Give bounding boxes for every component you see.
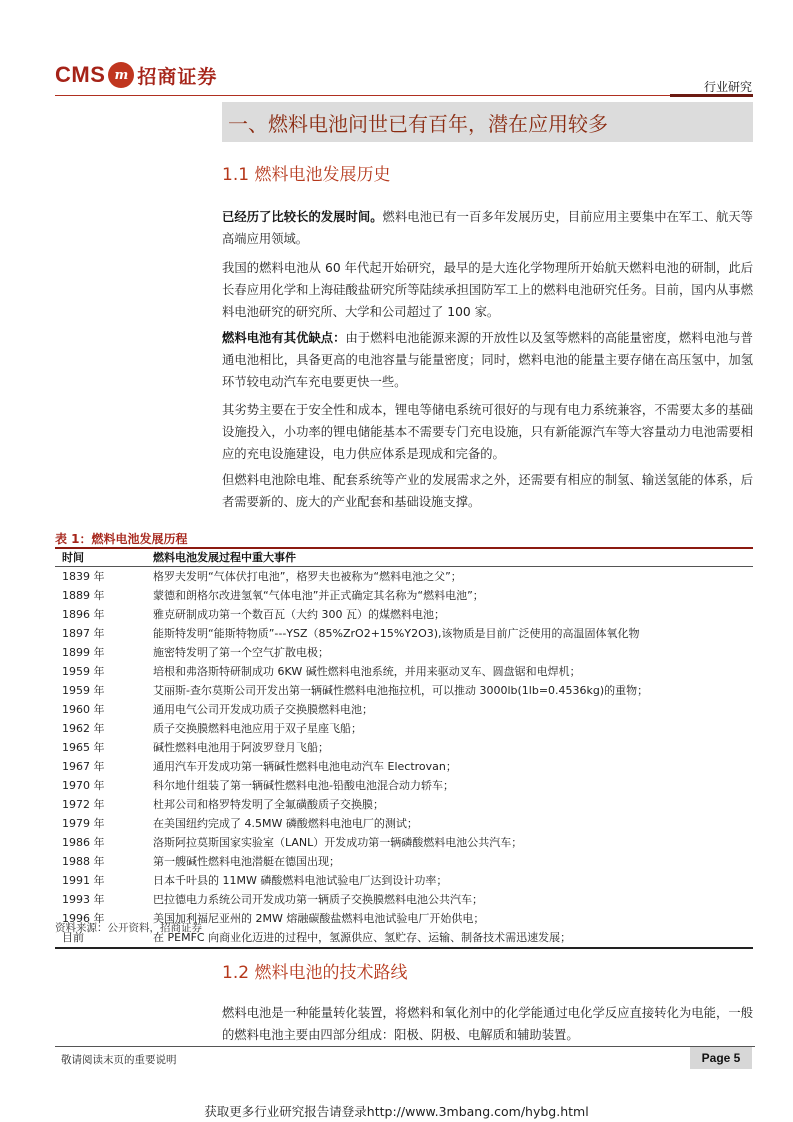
table-caption: 表 1：燃料电池发展历程 [55, 532, 188, 546]
paragraph-1-text: 燃料电池已有一百多年发展历史，目前应用主要集中在军工、航天等高端应用领域。 [222, 210, 753, 246]
paragraph-1-lead: 已经历了比较长的发展时间。 [222, 210, 383, 224]
paragraph-1 [222, 206, 753, 250]
table-cell-event: 质子交换膜燃料电池应用于双子星座飞船； [153, 722, 362, 735]
table-cell-time: 1962 年 [62, 722, 105, 735]
table-cell-event: 美国加利福尼亚州的 2MW 熔融碳酸盐燃料电池试验电厂开始供电； [153, 912, 485, 925]
table-cell-event: 雅克研制成功第一个数百瓦（大约 300 瓦）的煤燃料电池； [153, 608, 445, 621]
table-cell-time: 1988 年 [62, 855, 105, 868]
table-bottom-rule [55, 947, 753, 949]
paragraph-2: 我国的燃料电池从 60 年代起开始研究，最早的是大连化学物理所开始航天燃料电池的研制，此后长春应用化学和上海硅酸盐研究所等陆续承担国防军工上的燃料电池研究任务。目前，国内从事燃料电池研究的研究所、大学和公司超过了 100 家。 [222, 261, 753, 319]
table-cell-time: 1960 年 [62, 703, 105, 716]
table-cell-event: 蒙德和朗格尔改进氢氧“气体电池”并正式确定其名称为“燃料电池”； [153, 589, 484, 602]
table-cell-event: 格罗夫发明“气体伏打电池”，格罗夫也被称为“燃料电池之父”； [153, 570, 462, 583]
table-header-event: 燃料电池发展过程中重大事件 [153, 551, 296, 564]
table-header-row [55, 549, 753, 566]
section-title: 一、燃料电池问世已有百年，潜在应用较多 [222, 102, 753, 142]
table-cell-event: 培根和弗洛斯特研制成功 6KW 碱性燃料电池系统，并用来驱动叉车、圆盘锯和电焊机； [153, 665, 581, 678]
table-cell-event: 艾丽斯-查尔莫斯公司开发出第一辆碱性燃料电池拖拉机，可以推动 3000lb(1lb=0.4536kg)的重物； [153, 684, 649, 697]
table-cell-time: 1993 年 [62, 893, 105, 906]
table-row [55, 738, 753, 757]
table-row [55, 719, 753, 738]
table-cell-time: 1967 年 [62, 760, 105, 773]
paragraph-6: 燃料电池是一种能量转化装置，将燃料和氧化剂中的化学能通过电化学反应直接转化为电能，一般的燃料电池主要由四部分组成：阳极、阴极、电解质和辅助装置。 [222, 1006, 753, 1042]
table-row [55, 776, 753, 795]
table-row [55, 681, 753, 700]
paragraph-3-lead: 燃料电池有其优缺点： [222, 331, 346, 345]
table-cell-event: 通用电气公司开发成功质子交换膜燃料电池； [153, 703, 373, 716]
table-cell-time: 1899 年 [62, 646, 105, 659]
table-cell-event: 杜邦公司和格罗特发明了全氟磺酸质子交换膜； [153, 798, 384, 811]
table-row [55, 624, 753, 643]
table-cell-event: 在美国纽约完成了 4.5MW 磷酸燃料电池电厂的测试； [153, 817, 418, 830]
table-row [55, 871, 753, 890]
table-cell-time: 1986 年 [62, 836, 105, 849]
table-row [55, 662, 753, 681]
report-type-label: 行业研究 [703, 80, 752, 94]
table-cell-time: 1889 年 [62, 589, 105, 602]
table-row [55, 833, 753, 852]
table-cell-time: 1970 年 [62, 779, 105, 792]
table-cell-event: 能斯特发明“能斯特物质”---YSZ（85%ZrO2+15%Y2O3),该物质是目前广泛使用的高温固体氧化物 [153, 627, 640, 640]
footer-divider [55, 1046, 755, 1047]
logo-cn-text: 招商证券 [137, 65, 218, 88]
table-cell-time: 1965 年 [62, 741, 105, 754]
paragraph-4: 其劣势主要在于安全性和成本，锂电等储电系统可很好的与现有电力系统兼容，不需要太多的基础设施投入，小功率的锂电储能基本不需要专门充电设施，只有新能源汽车等大容量动力电池需要相应的充电设施建设，电力供应体系是现成和完备的。 [222, 403, 753, 461]
page-number: Page 5 [690, 1047, 752, 1069]
table-cell-event: 第一艘碱性燃料电池潜艇在德国出现； [153, 855, 340, 868]
table-row [55, 795, 753, 814]
table-cell-time: 目前 [62, 931, 84, 944]
table-source: 资料来源：公开资料，招商证券 [55, 922, 202, 934]
table-row [55, 567, 753, 586]
paragraph-3-text: 由于燃料电池能源来源的开放性以及氢等燃料的高能量密度，燃料电池与普通电池相比，具备更高的电池容量与能量密度；同时，燃料电池的能量主要存储在高压氢中，加氢环节较电动汽车充电要更快一些。 [222, 331, 753, 389]
table-cell-time: 1959 年 [62, 684, 105, 697]
table-row [55, 700, 753, 719]
table-cell-event: 日本千叶县的 11MW 磷酸燃料电池试验电厂达到设计功率； [153, 874, 448, 887]
table-header-time: 时间 [62, 551, 84, 564]
table-row [55, 605, 753, 624]
table-row [55, 757, 753, 776]
paragraph-5: 但燃料电池除电堆、配套系统等产业的发展需求之外，还需要有相应的制氢、输送氢能的体系，后者需要新的、庞大的产业配套和基础设施支撑。 [222, 473, 753, 509]
table-cell-event: 碱性燃料电池用于阿波罗登月飞船； [153, 741, 329, 754]
company-logo [55, 60, 217, 90]
table-cell-time: 1996 年 [62, 912, 105, 925]
table-cell-time: 1959 年 [62, 665, 105, 678]
table-row [55, 586, 753, 605]
table-cell-event: 科尔地什组装了第一辆碱性燃料电池-铅酸电池混合动力轿车； [153, 779, 454, 792]
header-divider-accent [670, 94, 753, 97]
table-cell-time: 1972 年 [62, 798, 105, 811]
logo-text: CMS [55, 62, 106, 87]
table-cell-event: 在 PEMFC 向商业化迈进的过程中，氢源供应、氢贮存、运输、制备技术需迅速发展； [153, 931, 572, 944]
table-cell-time: 1896 年 [62, 608, 105, 621]
table-cell-time: 1979 年 [62, 817, 105, 830]
history-table [55, 547, 753, 949]
bottom-promo-link[interactable]: 获取更多行业研究报告请登录http://www.3mbang.com/hybg.html [204, 1104, 589, 1119]
table-cell-event: 洛斯阿拉莫斯国家实验室（LANL）开发成功第一辆磷酸燃料电池公共汽车； [153, 836, 523, 849]
table-row [55, 852, 753, 871]
paragraph-3 [222, 327, 753, 393]
table-row [55, 814, 753, 833]
table-cell-time: 1839 年 [62, 570, 105, 583]
header-divider [55, 95, 753, 96]
table-row [55, 643, 753, 662]
table-cell-event: 巴拉德电力系统公司开发成功第一辆质子交换膜燃料电池公共汽车； [153, 893, 483, 906]
subsection-title-tech: 1.2 燃料电池的技术路线 [222, 963, 408, 983]
logo-badge-icon: m [108, 62, 134, 88]
table-row [55, 890, 753, 909]
table-cell-time: 1897 年 [62, 627, 105, 640]
table-cell-event: 通用汽车开发成功第一辆碱性燃料电池电动汽车 Electrovan； [153, 760, 457, 773]
footer-disclaimer-note: 敬请阅读末页的重要说明 [61, 1054, 177, 1066]
table-cell-event: 施密特发明了第一个空气扩散电极； [153, 646, 329, 659]
table-cell-time: 1991 年 [62, 874, 105, 887]
subsection-title-history: 1.1 燃料电池发展历史 [222, 165, 391, 185]
